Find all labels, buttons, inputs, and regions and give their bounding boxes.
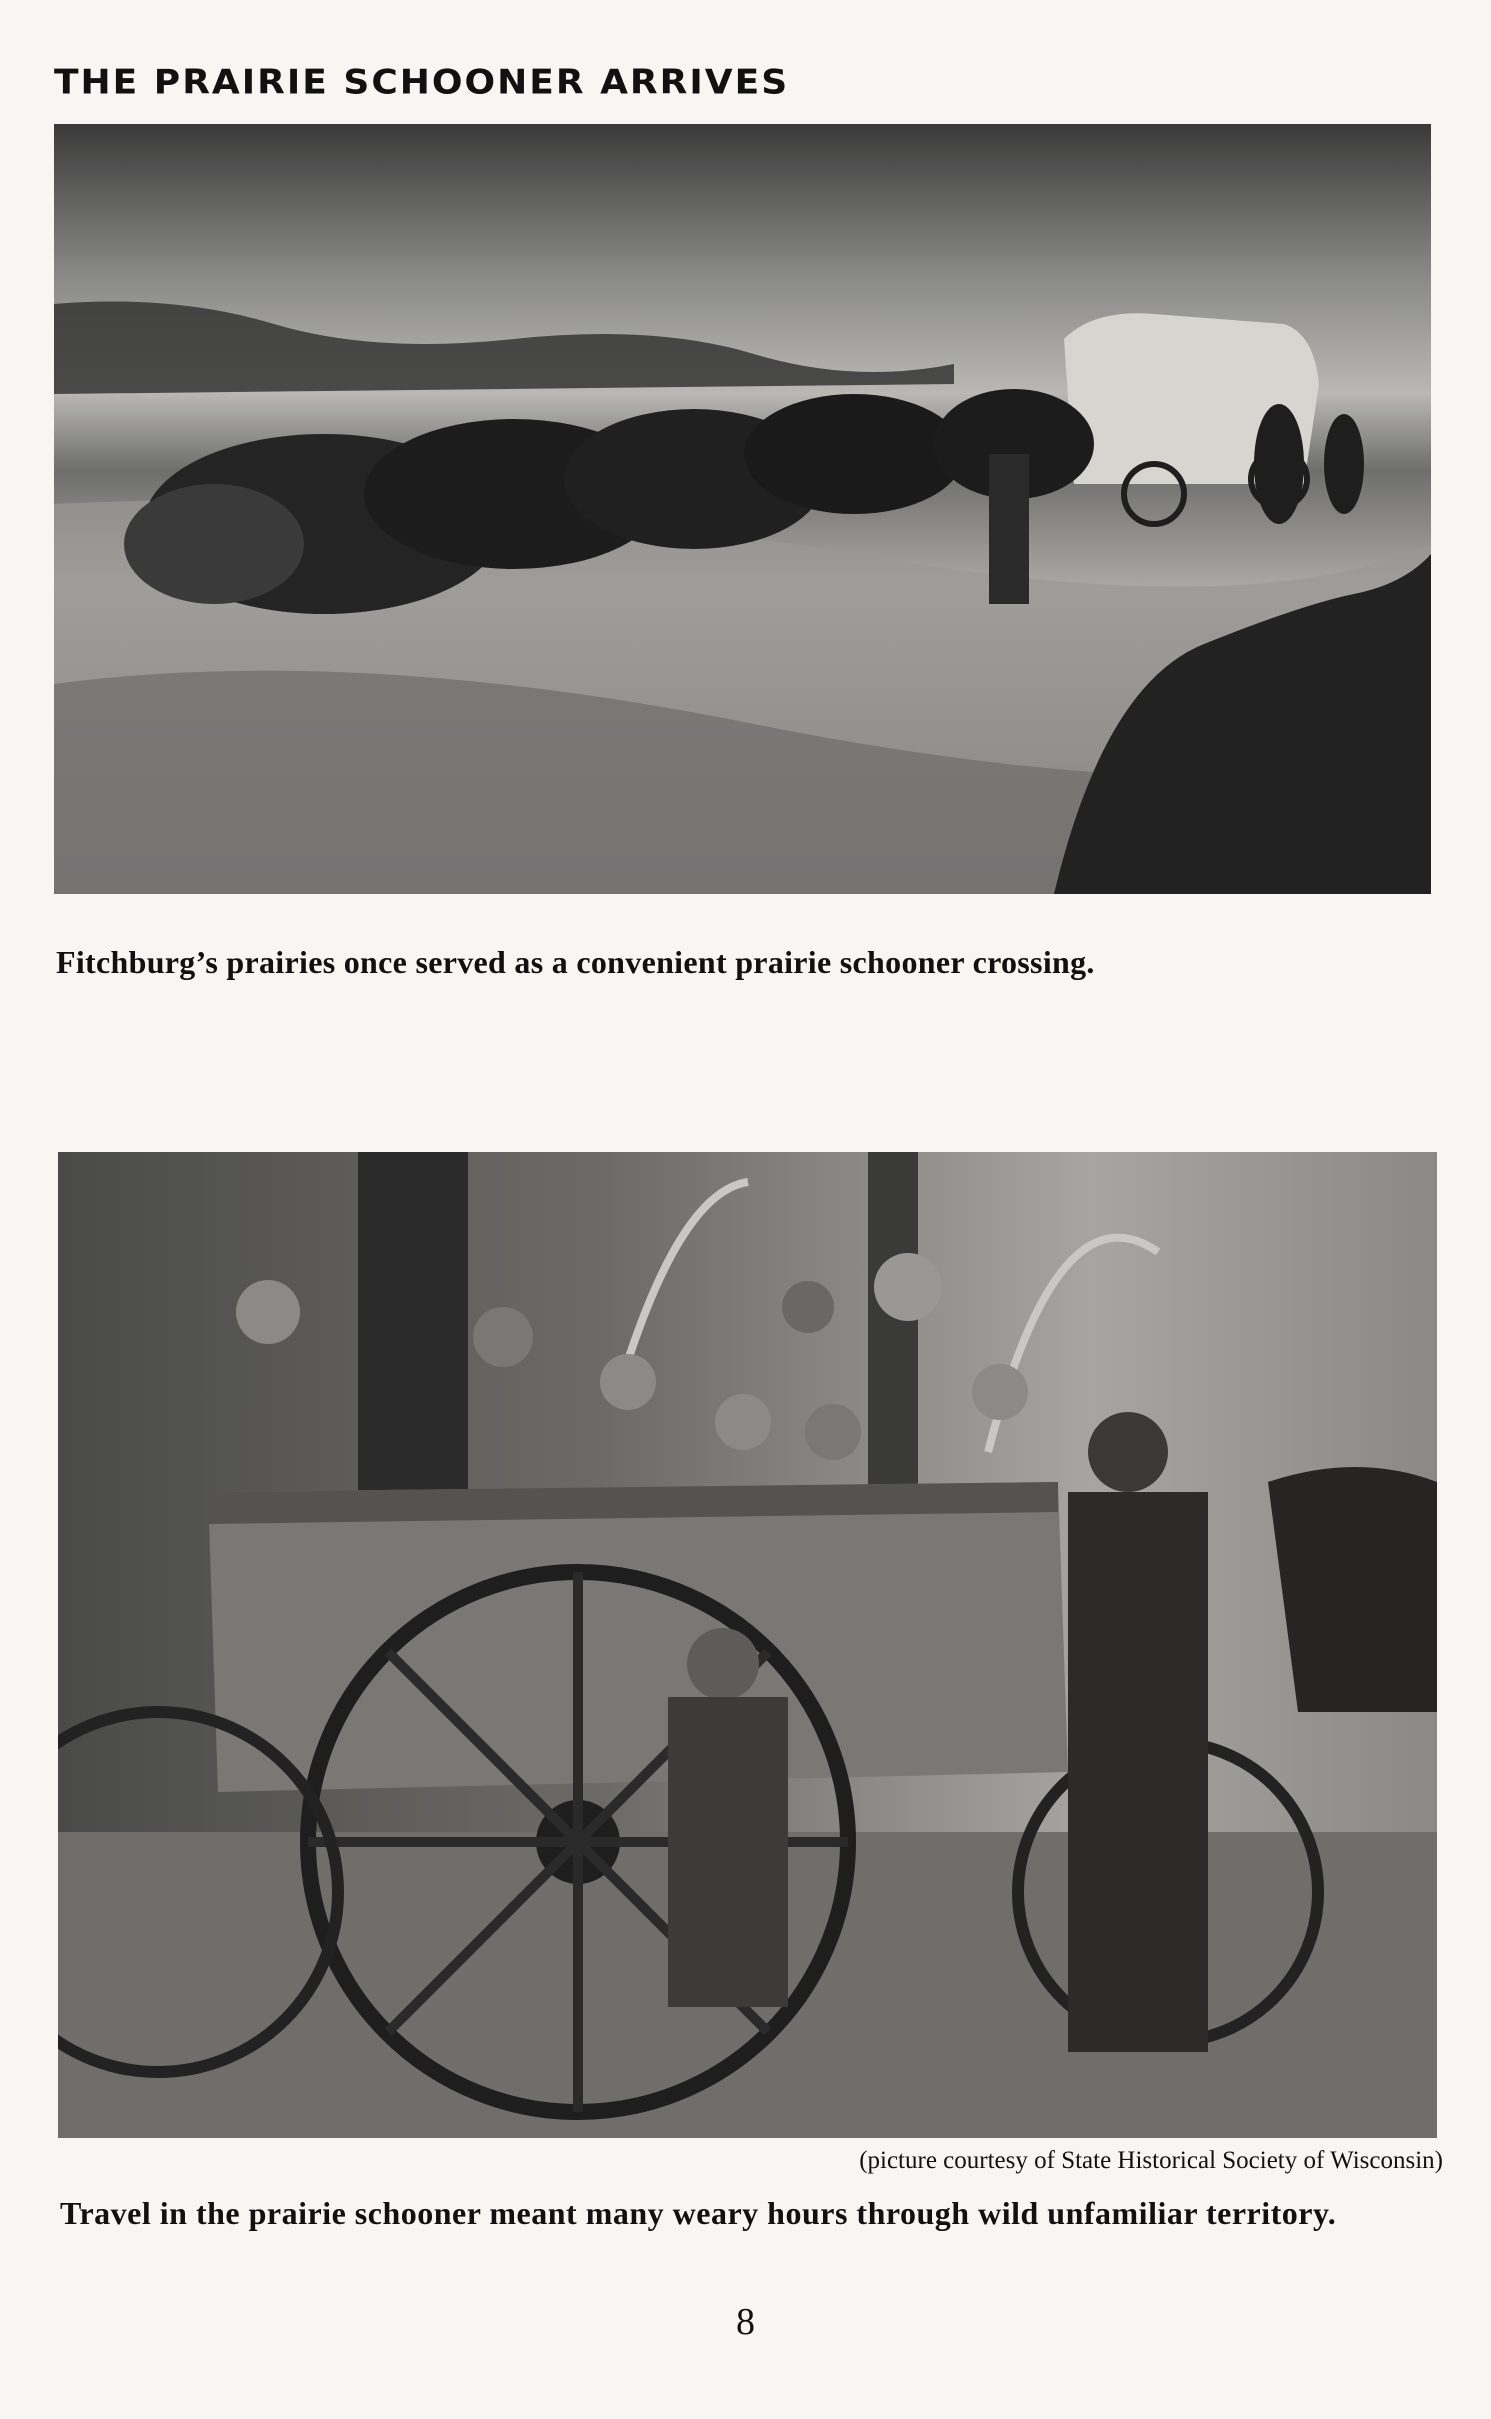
figure-2-caption: Travel in the prairie schooner meant many weary hours through wild unfamiliar territory.	[60, 2195, 1337, 2231]
page-number: 8	[736, 2301, 755, 2343]
family-wagon-photo	[58, 1152, 1437, 2138]
figure-1-caption: Fitchburg’s prairies once served as a convenient prairie schooner crossing.	[56, 944, 1095, 980]
page-heading: THE PRAIRIE SCHOONER ARRIVES	[54, 63, 790, 102]
photo-credit: (picture courtesy of State Historical Society of Wisconsin)	[859, 2147, 1443, 2174]
ox-team-prairie-schooner-photo	[54, 124, 1431, 894]
